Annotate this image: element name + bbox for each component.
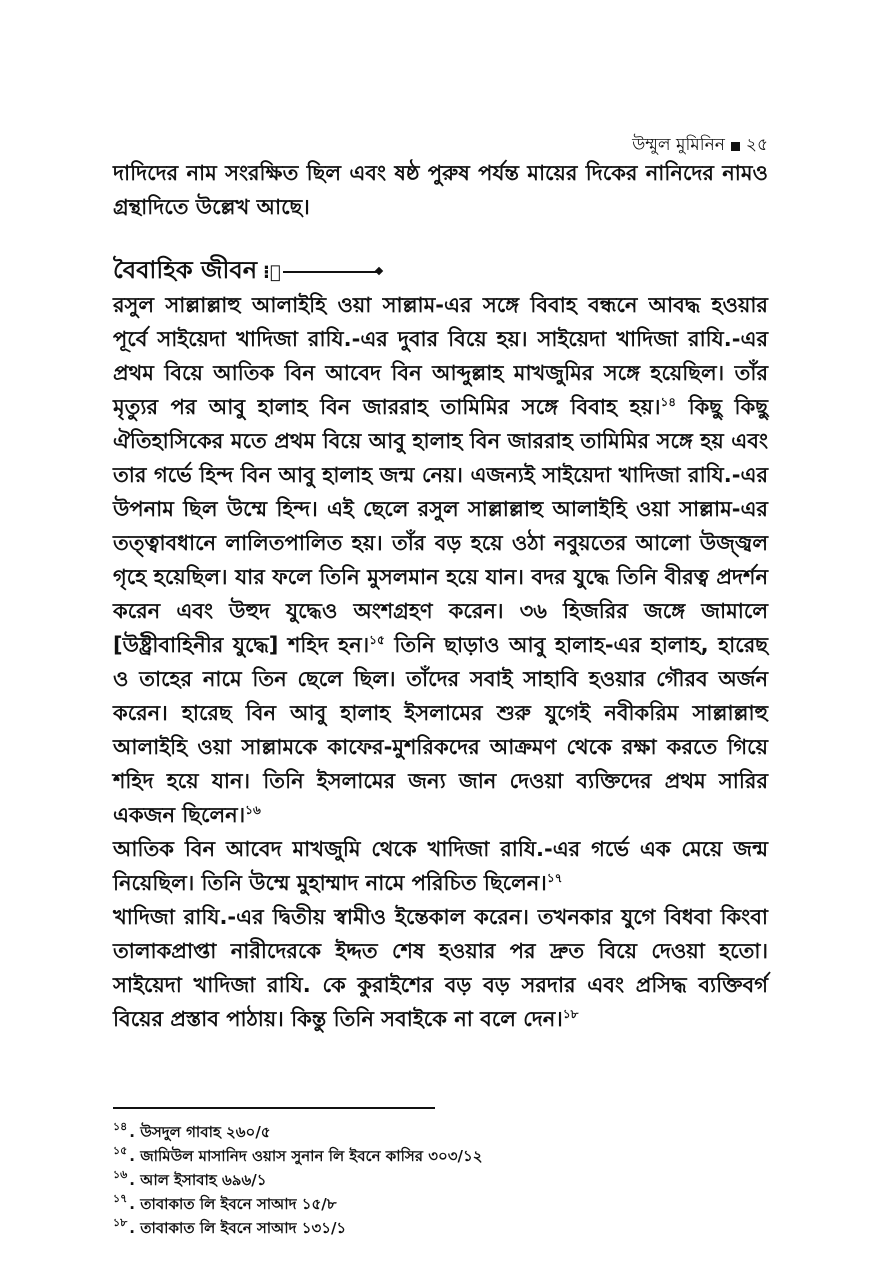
intro-paragraph: দাদিদের নাম সংরক্ষিত ছিল এবং ষষ্ঠ পুরুষ পর্যন্ত মায়ের দিকের নানিদের নামও গ্রন্থাদিতে উল্লেখ আছে। xyxy=(113,161,768,219)
header-separator xyxy=(731,142,740,151)
heading-ornament-icon: ⁝ঃ xyxy=(263,262,378,283)
section-heading xyxy=(113,252,768,292)
footnote-text: . আল ইসাবাহ ৬৯৬/১ xyxy=(129,1171,267,1189)
body-text xyxy=(113,288,768,1036)
footnote-ref-15[interactable]: ১৫ xyxy=(369,633,385,647)
footnote-ref-18[interactable]: ১৮ xyxy=(562,1007,579,1021)
paragraph-proposals-text: খাদিজা রাযি.-এর দ্বিতীয় স্বামীও ইন্তেকাল করেন। তখনকার যুগে বিধবা কিংবা তালাকপ্রাপ্তা নারীদেরকে ইদ্দত শেষ হওয়ার পর দ্রুত বিয়ে দেওয়া হতো। সাইয়েদা খাদিজা রাযি. কে কুরাইশের বড় বড় সরদার এবং প্রসিদ্ধ ব্যক্তিবর্গ বিয়ের প্রস্তাব পাঠায়। কিন্তু তিনি সবাইকে না বলে দেন। xyxy=(113,905,768,1031)
paragraph-daughter xyxy=(113,832,768,900)
footnote-text: . উসদুল গাবাহ ২৬০/৫ xyxy=(129,1123,271,1141)
footnote-number: ১৮ xyxy=(113,1216,128,1229)
footnote-number: ১৫ xyxy=(113,1144,128,1157)
footnote-ref-14[interactable]: ১৪ xyxy=(660,395,677,409)
footnote-text: . জামিউল মাসানিদ ওয়াস সুনান লি ইবনে কাসির ৩০৩/১২ xyxy=(129,1147,483,1165)
footnote-number: ১৬ xyxy=(113,1168,128,1181)
footnote-item xyxy=(113,1144,768,1168)
paragraph-daughter-text: আতিক বিন আবেদ মাখজুমি থেকে খাদিজা রাযি.-এর গর্ভে এক মেয়ে জন্ম নিয়েছিল। তিনি উম্মে মুহাম্মাদ নামে পরিচিত ছিলেন। xyxy=(113,837,768,895)
footnote-item xyxy=(113,1192,768,1216)
footnote-ref-17[interactable]: ১৭ xyxy=(546,871,563,885)
page-number: ২৫ xyxy=(745,135,768,155)
footnote-item xyxy=(113,1120,768,1144)
paragraph-proposals xyxy=(113,900,768,1036)
footnote-number: ১৭ xyxy=(113,1192,128,1205)
section-heading-text: বৈবাহিক জীবন xyxy=(113,256,258,284)
running-title: উম্মুল মুমিনিন xyxy=(632,135,725,155)
footnote-ref-16[interactable]: ১৬ xyxy=(245,803,261,817)
footnote-number: ১৪ xyxy=(113,1120,128,1133)
footnote-text: . তাবাকাত লি ইবনে সাআদ ১৫/৮ xyxy=(129,1195,337,1213)
footnote-item xyxy=(113,1216,768,1240)
paragraph-marriages-part2: কিছু কিছু ঐতিহাসিকের মতে প্রথম বিয়ে আবু হালাহ বিন জাররাহ তামিমির সঙ্গে হয় এবং তার গর্ভে হিন্দ বিন আবু হালাহ জন্ম নেয়। এজন্যই সাইয়েদা খাদিজা রাযি.-এর উপনাম ছিল উম্মে হিন্দ। এই ছেলে রসুল সাল্লাল্লাহু আলাইহি ওয়া সাল্লাম-এর তত্ত্বাবধানে লালিতপালিত হয়। তাঁর বড় হয়ে ওঠা নবুয়তের আলো উজ্জ্বল গৃহে হয়েছিল। যার ফলে তিনি মুসলমান হয়ে যান। বদর যুদ্ধে তিনি বীরত্ব প্রদর্শন করেন এবং উহুদ যুদ্ধেও অংশগ্রহণ করেন। ৩৬ হিজরির জঙ্গে জামালে [উষ্ট্রীবাহিনীর যুদ্ধে] শহিদ হন। xyxy=(113,395,768,657)
paragraph-marriages xyxy=(113,288,768,832)
footnote-item xyxy=(113,1168,768,1192)
footnotes xyxy=(113,1120,768,1240)
paragraph-marriages-part3: তিনি ছাড়াও আবু হালাহ-এর হালাহ, হারেছ ও তাহের নামে তিন ছেলে ছিল। তাঁদের সবাই সাহাবি হওয়ার গৌরব অর্জন করেন। হারেছ বিন আবু হালাহ ইসলামের শুরু যুগেই নবীকরিম সাল্লাল্লাহু আলাইহি ওয়া সাল্লামকে কাফের-মুশরিকদের আক্রমণ থেকে রক্ষা করতে গিয়ে শহিদ হয়ে যান। তিনি ইসলামের জন্য জান দেওয়া ব্যক্তিদের প্রথম সারির একজন ছিলেন। xyxy=(113,633,768,827)
footnote-text: . তাবাকাত লি ইবনে সাআদ ১৩১/১ xyxy=(129,1219,347,1237)
footnote-divider xyxy=(113,1107,435,1109)
paragraph-marriages-part1: রসুল সাল্লাল্লাহু আলাইহি ওয়া সাল্লাম-এর সঙ্গে বিবাহ বন্ধনে আবদ্ধ হওয়ার পূর্বে সাইয়েদা খাদিজা রাযি.-এর দুবার বিয়ে হয়। সাইয়েদা খাদিজা রাযি.-এর প্রথম বিয়ে আতিক বিন আবেদ বিন আব্দুল্লাহ মাখজুমির সঙ্গে হয়েছিল। তাঁর মৃত্যুর পর আবু হালাহ বিন জাররাহ তামিমির সঙ্গে বিবাহ হয়। xyxy=(113,293,768,419)
